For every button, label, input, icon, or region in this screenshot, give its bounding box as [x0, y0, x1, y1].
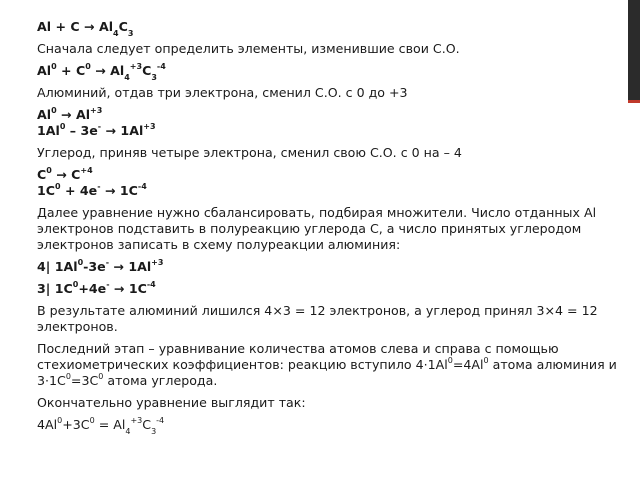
half-reaction-c	[37, 167, 617, 199]
text-paragraph-13: В результате алюминий лишился 4×3 = 12 электронов, а углерод принял 3×4 = 12 электронов.	[37, 303, 598, 334]
equation-line-3: $Al^0 + C^0 \to Al_4^{+3}C_3^{-4}$	[37, 61, 166, 82]
half-reaction-al	[37, 107, 617, 139]
text-line-15: Окончательно уравнение выглядит так:	[37, 395, 306, 410]
text-paragraph-14: Последний этап – уравнивание количества атомов слева и справа с помощью стехиометрических коэффициентов: реакцию вступило $4\cdot 1Al^0=4Al^0$ атома алюминия и $3\cdot 1C^0=3C^0$ атома углерода.	[37, 341, 617, 388]
equation-line-11: 4| $1Al^0-3e^- \to 1Al^{+3}$	[37, 257, 164, 274]
equation-line-9: $1C^0 + 4e^- \to 1C^{-4}$	[37, 181, 147, 198]
document-body	[37, 19, 617, 439]
text-line-7: Углерод, приняв четыре электрона, сменил свою С.О. с 0 на – 4	[37, 145, 462, 160]
text-paragraph-10: Далее уравнение нужно сбалансировать, подбирая множители. Число отданных Al электронов подставить в полуреакцию углерода C, а число принятых углеродом электронов записать в схему полуреакции алюминия:	[37, 205, 597, 252]
text-line-4: Алюминий, отдав три электрона, сменил С.О. с 0 до +3	[37, 85, 408, 100]
side-decoration-accent	[628, 100, 640, 103]
final-equation: $4Al^0+3C^0 = Al_4^{+3}C_3^{-4}$	[37, 415, 165, 436]
equation-line-5: $Al^0 \to Al^{+3}$	[37, 105, 103, 122]
text-line-2: Сначала следует определить элементы, изменившие свои С.О.	[37, 41, 460, 56]
side-decoration-bar	[628, 0, 640, 100]
equation-line-12: 3| $1C^0+4e^- \to 1C^{-4}$	[37, 279, 156, 296]
equation-line-8: $C^0 \to C^{+4}$	[37, 165, 93, 182]
equation-line-1: $Al + C \to Al_4C_3$	[37, 19, 134, 38]
equation-line-6: $1Al^0 - 3e^- \to 1Al^{+3}$	[37, 121, 156, 138]
